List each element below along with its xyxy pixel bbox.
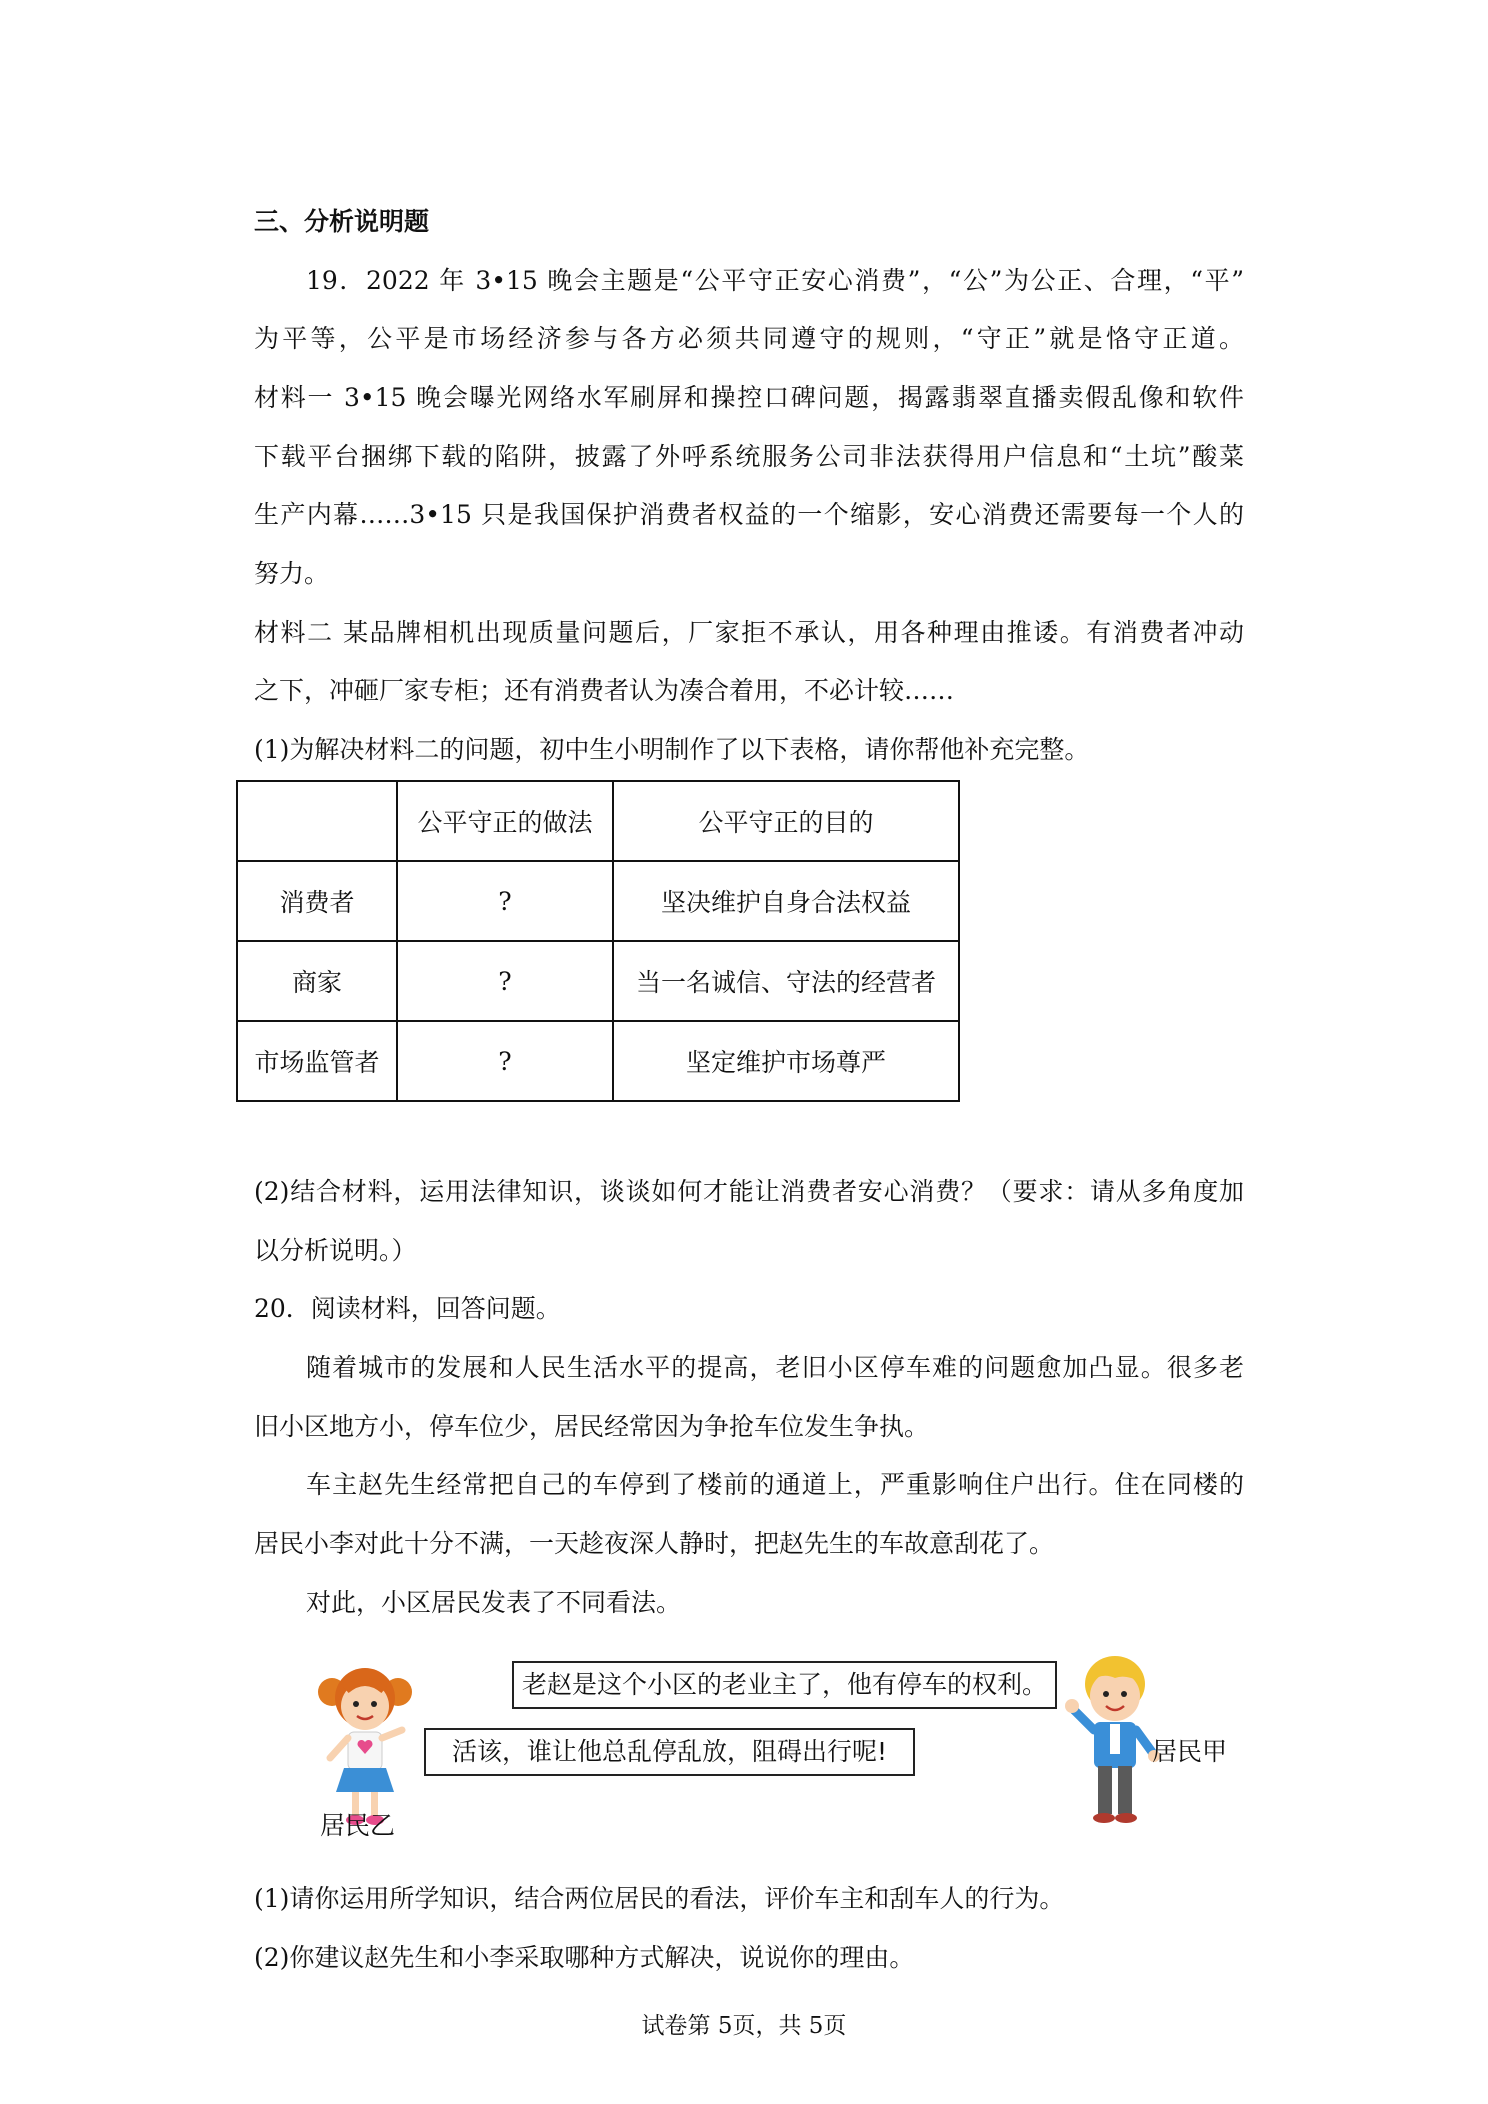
resident-yi-label: 居民乙 (320, 1811, 396, 1840)
material-2-line-2: 之下，冲砸厂家专柜；还有消费者认为凑合着用，不必计较…… (254, 676, 955, 705)
table-cell: 当一名诚信、守法的经营者 (613, 941, 959, 1021)
table-row (237, 861, 959, 941)
q20-title: 20．阅读材料，回答问题。 (254, 1294, 561, 1323)
q19-line-1: 19．2022 年 3•15 晚会主题是“公平守正安心消费”，“公”为公正、合理，“平” (306, 266, 1244, 295)
answer-table (236, 780, 960, 1102)
q20-para-3: 对此，小区居民发表了不同看法。 (306, 1588, 682, 1617)
table-header-row (237, 781, 959, 861)
material-1-line-3: 生产内幕……3•15 只是我国保护消费者权益的一个缩影，安心消费还需要每一个人的 (254, 500, 1244, 529)
table-cell: 市场监管者 (237, 1021, 397, 1101)
table-cell: ? (397, 861, 613, 941)
q19-sub2-line-2: 以分析说明。） (254, 1236, 417, 1265)
table-cell: 坚决维护自身合法权益 (613, 861, 959, 941)
table-row (237, 1021, 959, 1101)
table-header-cell: 公平守正的目的 (613, 781, 959, 861)
q20-sub2: (2)你建议赵先生和小李采取哪种方式解决，说说你的理由。 (254, 1943, 915, 1972)
speech-box-resident-yi: 活该，谁让他总乱停乱放，阻碍出行呢! (424, 1728, 915, 1776)
q20-sub1: (1)请你运用所学知识，结合两位居民的看法，评价车主和刮车人的行为。 (254, 1884, 1065, 1913)
table-cell: ? (397, 1021, 613, 1101)
q20-para-1-line-2: 旧小区地方小，停车位少，居民经常因为争抢车位发生争执。 (254, 1412, 930, 1441)
table-cell: ? (397, 941, 613, 1021)
table-row (237, 941, 959, 1021)
material-1-line-4: 努力。 (254, 559, 330, 588)
q20-para-2-line-2: 居民小李对此十分不满，一天趁夜深人静时，把赵先生的车故意刮花了。 (254, 1529, 1055, 1558)
q19-line-2: 为平等，公平是市场经济参与各方必须共同遵守的规则，“守正”就是恪守正道。 (254, 324, 1244, 353)
resident-jia-label: 居民甲 (1152, 1737, 1228, 1766)
table-header-cell: 公平守正的做法 (397, 781, 613, 861)
q20-para-2-line-1: 车主赵先生经常把自己的车停到了楼前的通道上，严重影响住户出行。住在同楼的 (306, 1470, 1244, 1499)
q19-sub1: (1)为解决材料二的问题，初中生小明制作了以下表格，请你帮他补充完整。 (254, 735, 1090, 764)
page-footer: 试卷第 5页，共 5页 (641, 2013, 847, 2039)
material-2-line-1: 材料二 某品牌相机出现质量问题后，厂家拒不承认，用各种理由推诿。有消费者冲动 (254, 618, 1244, 647)
section-title: 三、分析说明题 (254, 207, 430, 236)
table-cell: 商家 (237, 941, 397, 1021)
material-1-line-2: 下载平台捆绑下载的陷阱，披露了外呼系统服务公司非法获得用户信息和“土坑”酸菜 (254, 442, 1244, 471)
q19-sub2-line-1: (2)结合材料，运用法律知识，谈谈如何才能让消费者安心消费？（要求：请从多角度加 (254, 1177, 1244, 1206)
table-cell: 坚定维护市场尊严 (613, 1021, 959, 1101)
table-cell: 消费者 (237, 861, 397, 941)
material-1-line-1: 材料一 3•15 晚会曝光网络水军刷屏和操控口碑问题，揭露翡翠直播卖假乱像和软件 (254, 383, 1244, 412)
speech-box-resident-jia: 老赵是这个小区的老业主了，他有停车的权利。 (512, 1661, 1057, 1709)
table-header-cell (237, 781, 397, 861)
q20-para-1-line-1: 随着城市的发展和人民生活水平的提高，老旧小区停车难的问题愈加凸显。很多老 (306, 1353, 1244, 1382)
